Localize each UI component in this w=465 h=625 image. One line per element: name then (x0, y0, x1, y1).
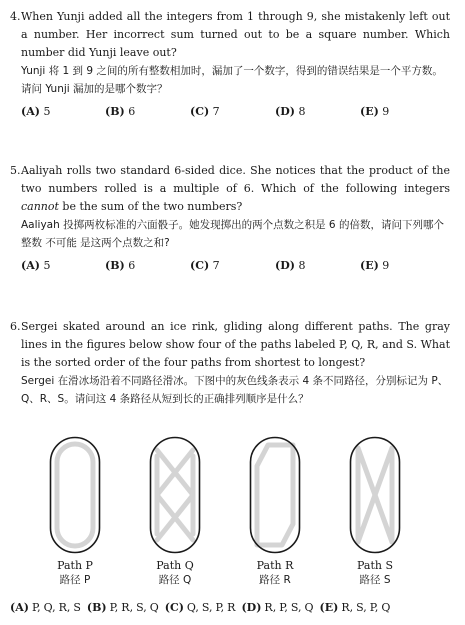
choice-d[interactable]: (D) R, P, S, Q (241, 601, 314, 614)
figure-label: Path S (356, 559, 393, 572)
choice-a[interactable]: (A) P, Q, R, S (10, 601, 81, 614)
problem-text-en: Sergei skated around an ice rink, gliding along different paths. The gray lines in the figures below show four of the paths labeled P, Q, R, and S. What is the sorted order of the four paths from shortest to longest? (21, 320, 450, 369)
path-figures (40, 436, 450, 586)
choice-a[interactable]: (A) 5 (21, 259, 51, 272)
rink-path-q-diagram (149, 436, 201, 554)
choice-c[interactable]: (C) 7 (190, 105, 220, 118)
rink-path-p-diagram (49, 436, 101, 554)
problem-5 (10, 162, 450, 275)
figure-path-q (140, 436, 210, 587)
choice-d[interactable]: (D) 8 (275, 259, 306, 272)
figure-label-zh: 路径 Q (158, 574, 192, 586)
figure-path-s (340, 436, 410, 587)
choice-d[interactable]: (D) 8 (275, 105, 306, 118)
problem-text-zh: Sergei 在滑冰场沿着不同路径滑冰。下图中的灰色线条表示 4 条不同路径，分别标记为 P、Q、R、S。请问这 4 条路径从短到长的正确排列顺序是什么？ (21, 375, 449, 405)
answer-choices (21, 259, 450, 275)
problem-4 (10, 8, 450, 121)
figure-path-r (240, 436, 310, 587)
choice-e[interactable]: (E) R, S, P, Q (319, 601, 391, 614)
figure-label: Path Q (156, 559, 194, 572)
answer-choices-6 (10, 601, 455, 614)
problem-text-zh: Aaliyah 投掷两枚标准的六面骰子。她发现掷出的两个点数之积是 6 的倍数，请问下列哪个整数 不可能 是这两个点数之和? (21, 219, 444, 249)
choice-b[interactable]: (B) P, R, S, Q (86, 601, 159, 614)
problem-number: 6. (10, 320, 21, 333)
figure-path-p (40, 436, 110, 587)
rink-path-r-diagram (249, 436, 301, 554)
problem-number: 4. (10, 10, 21, 23)
choice-c[interactable]: (C) 7 (190, 259, 220, 272)
problem-6 (10, 318, 450, 408)
figure-label: Path P (57, 559, 93, 572)
choice-b[interactable]: (B) 6 (105, 259, 136, 272)
choice-c[interactable]: (C) Q, S, P, R (164, 601, 236, 614)
choice-b[interactable]: (B) 6 (105, 105, 136, 118)
figure-label: Path R (256, 559, 294, 572)
problem-text-en: When Yunji added all the integers from 1 through 9, she mistakenly left out a number. Her incorrect sum turned out to be a square number. Which number did Yunji leave out? (21, 10, 450, 59)
problem-text-zh: Yunji 将 1 到 9 之间的所有整数相加时，漏加了一个数字，得到的错误结果是一个平方数。请问 Yunji 漏加的是哪个数字？ (21, 65, 443, 95)
rink-path-s-diagram (349, 436, 401, 554)
choice-a[interactable]: (A) 5 (21, 105, 51, 118)
choice-e[interactable]: (E) 9 (360, 105, 390, 118)
choice-e[interactable]: (E) 9 (360, 259, 390, 272)
figure-label-zh: 路径 P (59, 574, 91, 586)
figure-label-zh: 路径 S (359, 574, 391, 586)
emphasis-cannot: cannot (21, 200, 59, 213)
figure-label-zh: 路径 R (259, 574, 291, 586)
problem-number: 5. (10, 164, 21, 177)
answer-choices (21, 105, 450, 121)
problem-text-en: Aaliyah rolls two standard 6-sided dice. She notices that the product of the two numbers rolled is a multiple of 6. Which of the following integers cannot be the sum of the two numbers? (21, 164, 450, 213)
